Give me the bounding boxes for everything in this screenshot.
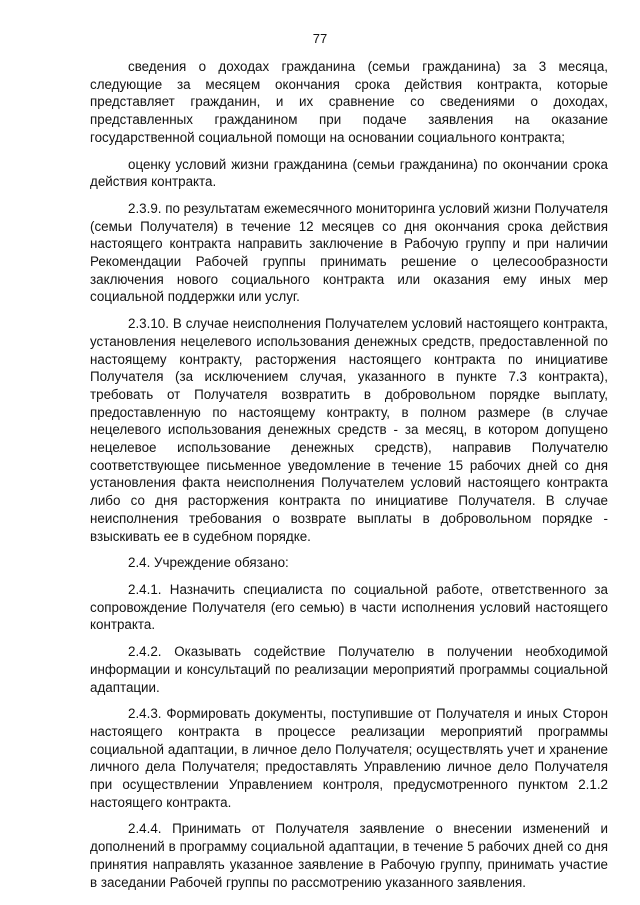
paragraph-income-info: сведения о доходах гражданина (семьи гражданина) за 3 месяца, следующие за месяцем окончания срока действия контракта, которые представляет гражданин, и их сравнение со сведениями о доходах, представленных гражданином при подаче заявления на оказание государственной социальной помощи на основании социального контракта; (90, 59, 608, 145)
paragraph-2-4-3: 2.4.3. Формировать документы, поступившие от Получателя и иных Сторон настоящего контракта в процессе реализации мероприятий программы социальной адаптации, в личное дело Получателя; осуществлять учет и хранение личного дела Получателя; предоставлять Управлению личное дело Получателя при осуществлении Управлением контроля, предусмотренного пунктом 2.1.2 настоящего контракта. (90, 706, 608, 810)
paragraph-2-4-2: 2.4.2. Оказывать содействие Получателю в получении необходимой информации и консультаций по реализации мероприятий программы социальной адаптации. (90, 644, 608, 695)
paragraph-living-conditions: оценку условий жизни гражданина (семьи гражданина) по окончании срока действия контракта. (90, 156, 608, 190)
paragraph-2-4-1: 2.4.1. Назначить специалиста по социальной работе, ответственного за сопровождение Получателя (его семью) в части исполнения условий настоящего контракта. (90, 581, 608, 633)
paragraph-2-4-4: 2.4.4. Принимать от Получателя заявление о внесении изменений и дополнений в программу социальной адаптации, в течение 5 рабочих дней со дня принятия направлять указанное заявление в Рабочую группу, принимать участие в заседании Рабочей группы по рассмотрению указанного заявления. (90, 821, 608, 890)
paragraph-2-4: 2.4. Учреждение обязано: (128, 555, 289, 571)
paragraph-2-3-9: 2.3.9. по результатам ежемесячного мониторинга условий жизни Получателя (семьи Получателя) в течение 12 месяцев со дня окончания срока действия настоящего контракта направить заключение в Рабочую группу и при наличии Рекомендации Рабочей группы принимать решение о целесообразности заключения нового социального контракта или оказания ему иных мер социальной поддержки или услуг. (90, 200, 608, 305)
paragraph-2-3-10: 2.3.10. В случае неисполнения Получателем условий настоящего контракта, установления нецелевого использования денежных средств, предоставленной по настоящему контракту, расторжения настоящего контракта по инициативе Получателя (за исключением случая, указанного в пункте 7.3 контракта), требовать от Получателя возвратить в добровольном порядке выплату, предоставленную по настоящему контракту, в полном размере (в случае нецелевого использования денежных средств - за месяц, в котором допущено нецелевое использование денежных средств), направив Получателю соответствующее письменное уведомление в течение 15 рабочих дней со дня установления факта неисполнения Получателем условий настоящего контракта либо со дня расторжения контракта по инициативе Получателя. В случае неисполнения требования о возврате выплаты в добровольном порядке - взыскивать ее в судебном порядке. (90, 316, 608, 544)
document-body (90, 58, 608, 900)
page-number: 77 (312, 31, 328, 46)
